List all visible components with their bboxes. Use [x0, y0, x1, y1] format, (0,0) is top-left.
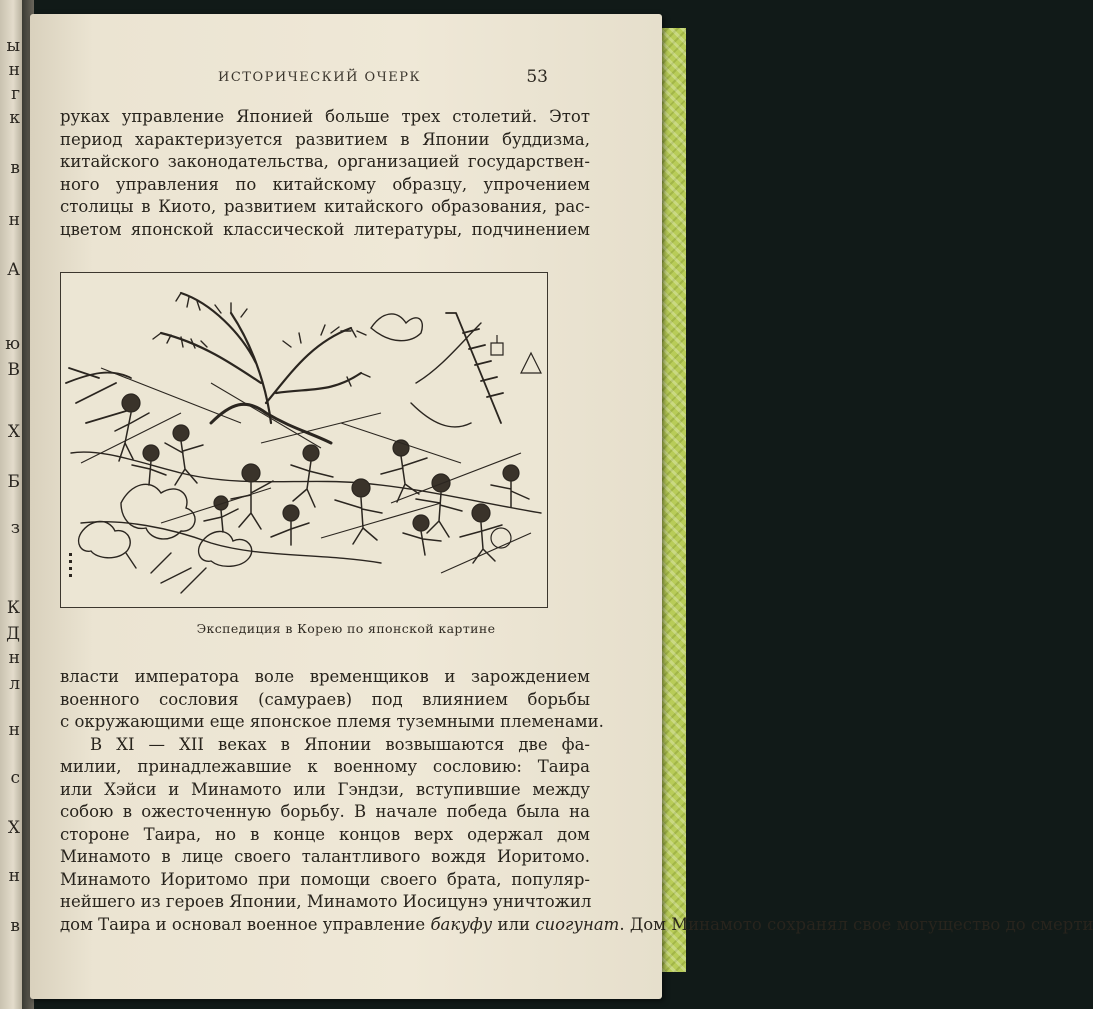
text-line: власти императора воле временщиков и зарождением	[60, 667, 590, 686]
left-page-fragment: з	[10, 518, 20, 538]
illustration-korea-expedition	[60, 272, 548, 608]
term-siogunat: сиогунат	[535, 914, 620, 934]
text-line: собою в ожесточенную борьбу. В начале победа была на	[60, 802, 590, 821]
text-line: руках управление Японией больше трех столетий. Этот	[60, 107, 590, 126]
left-page-fragment: л	[9, 674, 20, 694]
left-page-fragment: Д	[6, 624, 20, 644]
text-line: цветом японской классической литературы, подчинением	[60, 219, 590, 239]
left-page-fragment: Х	[7, 422, 20, 442]
text-line	[60, 914, 1093, 937]
left-page-fragment: ы	[6, 36, 20, 56]
left-page-edge	[0, 0, 22, 1009]
text-line: нейшего из героев Японии, Минамото Иосицунэ уничтожил	[60, 892, 592, 911]
text-segment: . Дом Минамото сохранял свое могущество до смерти	[619, 914, 1093, 934]
left-page-fragment: н	[8, 210, 20, 230]
term-bakufu: бакуфу	[430, 914, 493, 934]
page-number: 53	[526, 67, 548, 87]
left-page-fragment: н	[8, 720, 20, 740]
text-line: военного сословия (самураев) под влиянием борьбы	[60, 689, 590, 709]
text-line: Минамото в лице своего талантливого вождя Иоритомо.	[60, 847, 590, 866]
text-line: или Хэйси и Минамото или Гэндзи, вступившие между	[60, 779, 590, 799]
text-line: китайского законодательства, организацией государствен-	[60, 152, 590, 171]
left-page-fragment: н	[8, 866, 20, 886]
text-line: стороне Таира, но в конце концов верх одержал дом	[60, 824, 590, 844]
left-page-fragment: с	[10, 768, 20, 788]
paragraph-top	[60, 106, 590, 241]
text-segment: дом Таира и основал военное управление	[60, 914, 426, 934]
text-line: период характеризуется развитием в Японии буддизма,	[60, 129, 590, 149]
text-line: Минамото Иоритомо при помощи своего брата, популяр-	[60, 869, 590, 889]
left-page-fragment: В	[7, 360, 20, 380]
left-page-fragment: н	[8, 648, 20, 668]
left-page-fragment: К	[6, 598, 20, 618]
text-line: В XI — XII веках в Японии возвышаются две фа-	[90, 734, 590, 754]
text-line: ного управления по китайскому образцу, упрочением	[60, 174, 590, 194]
paragraph-bottom	[60, 666, 1093, 936]
left-page-fragment: Б	[7, 472, 20, 492]
left-page-fragment: г	[11, 84, 20, 104]
left-page-fragment: в	[10, 158, 20, 178]
running-title: ИСТОРИЧЕСКИЙ ОЧЕРК	[218, 70, 422, 85]
figure-caption: Экспедиция в Корею по японской картине	[196, 621, 496, 636]
green-cover-edge	[661, 28, 686, 972]
text-line: милии, принадлежавшие к военному сословию: Таира	[60, 757, 590, 776]
left-page-fragment: А	[7, 260, 20, 280]
text-line: столицы в Киото, развитием китайского образования, рас-	[60, 197, 590, 216]
left-page-fragment: к	[9, 108, 20, 128]
text-line: с окружающими еще японское племя туземными племенами.	[60, 712, 604, 731]
left-page-fragment: в	[10, 916, 20, 936]
left-page-fragment: ю	[5, 334, 20, 354]
battle-scene-illustration	[61, 273, 547, 607]
book-page	[30, 14, 1093, 999]
text-segment: или	[497, 914, 530, 934]
page-header	[30, 67, 662, 94]
left-page-fragment: н	[8, 60, 20, 80]
left-page-fragment: Х	[7, 818, 20, 838]
